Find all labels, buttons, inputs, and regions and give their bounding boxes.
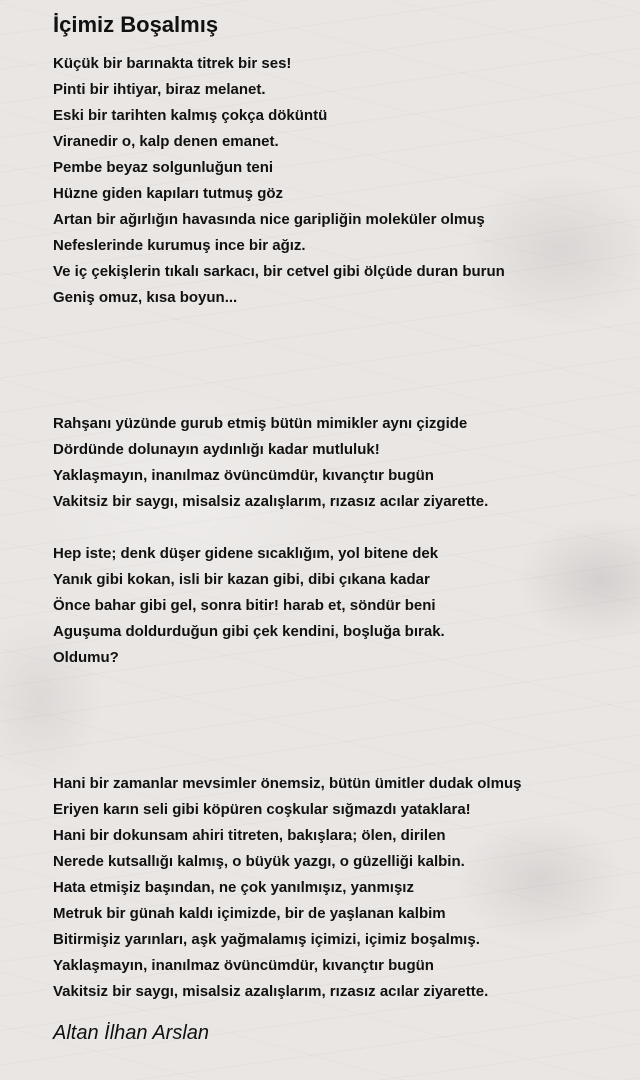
poem-line: Ve iç çekişlerin tıkalı sarkacı, bir cetvel gibi ölçüde duran burun	[53, 263, 505, 280]
poem-author: Altan İlhan Arslan	[53, 1022, 210, 1044]
poem-line: Önce bahar gibi gel, sonra bitir! harab et, söndür beni	[53, 597, 436, 614]
poem-line: Hüzne giden kapıları tutmuş göz	[53, 185, 284, 202]
poem-line: Pinti bir ihtiyar, biraz melanet.	[53, 81, 266, 98]
poem-line: Vakitsiz bir saygı, misalsiz azalışlarım, rızasız acılar ziyarette.	[53, 493, 489, 510]
poem-line: Hep iste; denk düşer gidene sıcaklığım, yol bitene dek	[53, 545, 439, 562]
poem-line: Hani bir zamanlar mevsimler önemsiz, bütün ümitler dudak olmuş	[53, 775, 522, 792]
poem-line: Oldumu?	[53, 649, 119, 666]
poem-line: Yanık gibi kokan, isli bir kazan gibi, dibi çıkana kadar	[53, 571, 430, 588]
poem-line: Viranedir o, kalp denen emanet.	[53, 133, 279, 150]
poem-line: Vakitsiz bir saygı, misalsiz azalışlarım, rızasız acılar ziyarette.	[53, 983, 489, 1000]
poem-line: Nefeslerinde kurumuş ince bir ağız.	[53, 237, 306, 254]
poem-title: İçimiz Boşalmış	[53, 12, 219, 37]
poem-line: Yaklaşmayın, inanılmaz övüncümdür, kıvançtır bugün	[53, 467, 434, 484]
poem-line: Artan bir ağırlığın havasında nice garipliğin moleküler olmuş	[53, 211, 485, 228]
poem-line: Rahşanı yüzünde gurub etmiş bütün mimikler aynı çizgide	[53, 415, 468, 432]
poem-line: Geniş omuz, kısa boyun...	[53, 289, 238, 306]
poem-line: Bitirmişiz yarınları, aşk yağmalamış içimizi, içimiz boşalmış.	[53, 931, 480, 948]
poem-line: Dördünde dolunayın aydınlığı kadar mutluluk!	[53, 441, 380, 458]
poem-line: Hani bir dokunsam ahiri titreten, bakışlara; ölen, dirilen	[53, 827, 446, 844]
poem-line: Metruk bir günah kaldı içimizde, bir de yaşlanan kalbim	[53, 905, 446, 922]
poem-stanza-3	[53, 541, 445, 671]
poem-line: Pembe beyaz solgunluğun teni	[53, 159, 274, 176]
poem-line: Eriyen karın seli gibi köpüren coşkular sığmazdı yataklara!	[53, 801, 471, 818]
poem-stanza-4	[53, 771, 521, 1005]
poem-line: Eski bir tarihten kalmış çokça döküntü	[53, 107, 328, 124]
poem-line: Hata etmişiz başından, ne çok yanılmışız, yanmışız	[53, 879, 414, 896]
poem-stanza-1	[53, 51, 505, 311]
poem-line: Nerede kutsallığı kalmış, o büyük yazgı, o güzelliği kalbin.	[53, 853, 465, 870]
poem-line: Aguşuma doldurduğun gibi çek kendini, boşluğa bırak.	[53, 623, 445, 640]
poem-stanza-2	[53, 411, 488, 515]
poem-line: Yaklaşmayın, inanılmaz övüncümdür, kıvançtır bugün	[53, 957, 434, 974]
poem-line: Küçük bir barınakta titrek bir ses!	[53, 55, 292, 72]
